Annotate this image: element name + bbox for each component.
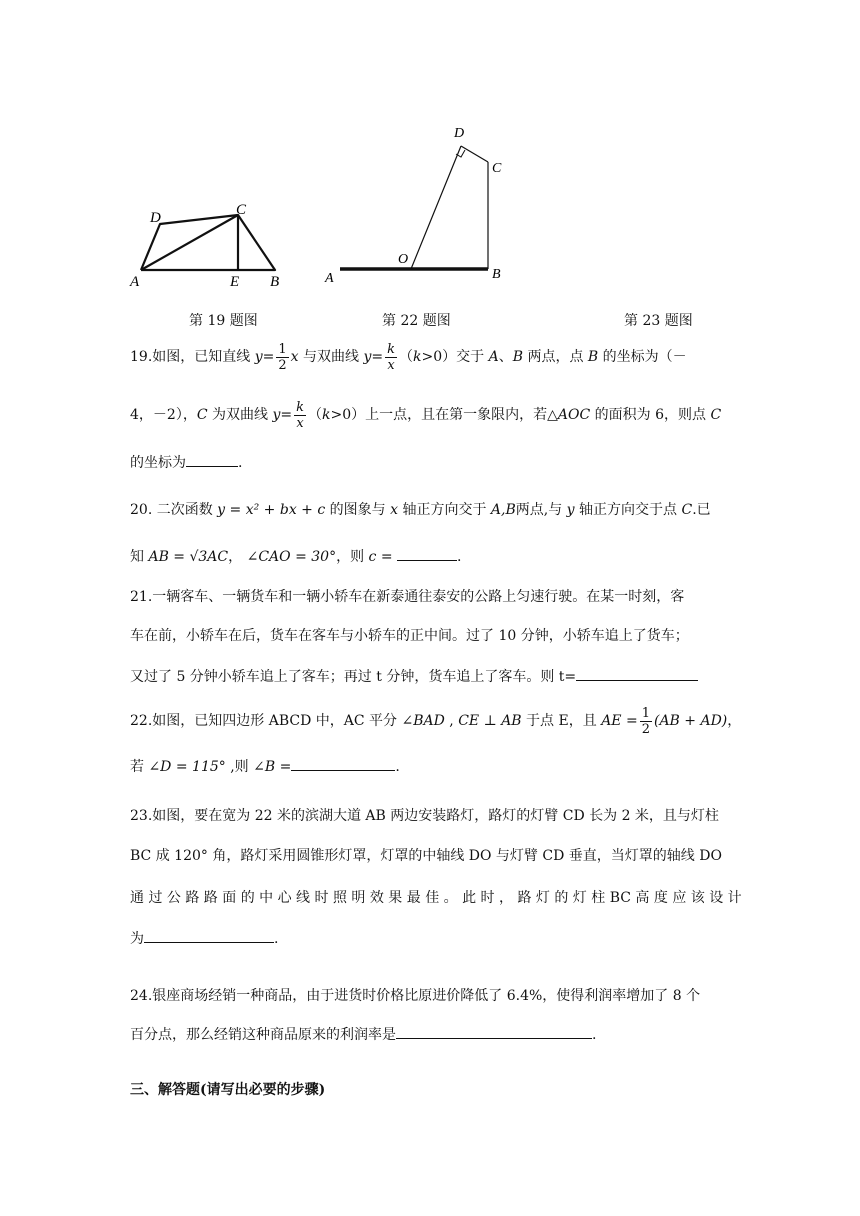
fig22-axis-do (411, 146, 461, 269)
answer-blank (397, 546, 457, 561)
fig19-label-c: C (236, 202, 247, 218)
fig22-label-d: D (454, 126, 465, 141)
answer-blank (396, 1024, 592, 1039)
fig22-label-c: C (492, 161, 502, 176)
q20-line2: 知 AB = √3AC， ∠CAO = 30°，则 c = . (130, 546, 461, 567)
q21-line3: 又过了 5 分钟小轿车追上了客车；再过 t 分钟，货车追上了客车。则 t= (130, 666, 698, 687)
fig19-label-e: E (230, 274, 240, 290)
q22-line1: 22.如图，已知四边形 ABCD 中，AC 平分 ∠BAD , CE ⊥ AB 于点 E，且 AE = $\frac{1}{2}$ (AB + AD)， (130, 705, 742, 737)
q24-line1: 24.银座商场经销一种商品，由于进货时价格比原进价降低了 6.4%，使得利润率增加了 8 个 (130, 988, 701, 1004)
q23-line4: 为 . (130, 928, 278, 949)
fig19-label-b: B (270, 274, 280, 290)
fig22-arm-dc (461, 146, 488, 162)
fig22-label-o: O (398, 252, 409, 267)
figure-19-quadrilateral (128, 200, 288, 290)
q24-line2: 百分点，那么经销这种商品原来的利润率是 . (130, 1024, 596, 1045)
fig22-label-a: A (325, 271, 334, 286)
fig19-outline (141, 215, 275, 270)
q23-line3: 通 过 公 路 路 面 的 中 心 线 时 照 明 效 果 最 佳 。 此 时 ， 路 灯 的 灯 柱 BC 高 度 应 该 设 计 (130, 890, 742, 906)
q23-line1: 23.如图，要在宽为 22 米的滨湖大道 AB 两边安装路灯，路灯的灯臂 CD 长为 2 米，且与灯柱 (130, 808, 719, 824)
answer-blank (291, 756, 395, 771)
fig19-label-d: D (150, 210, 161, 226)
q19-line3: 的坐标为 . (130, 452, 242, 473)
q21-line2: 车在前，小轿车在后，货车在客车与小轿车的正中间。过了 10 分钟，小轿车追上了货车； (130, 628, 689, 644)
figure-22-street-lamp (318, 120, 518, 290)
q19-line1: 19.如图，已知直线 y= $\frac{1}{2}$ x 与双曲线 y= $\frac{k}{x}$ （k>0）交于 A、B 两点，点 B 的坐标为（－ (130, 341, 687, 373)
caption-fig19: 第 19 题图 (189, 313, 258, 329)
caption-fig23: 第 23 题图 (624, 313, 693, 329)
q20-line1: 20. 二次函数 y = x² + bx + c 的图象与 x 轴正方向交于 A,B两点,与 y 轴正方向交于点 C.已 (130, 502, 711, 518)
answer-blank (576, 666, 698, 681)
answer-blank (144, 928, 274, 943)
fig19-label-a: A (130, 274, 140, 290)
q19-line2: 4，－2），C 为双曲线 y= $\frac{k}{x}$ （k>0）上一点，且在第一象限内，若△AOC 的面积为 6，则点 C (130, 399, 722, 431)
q22-line2: 若 ∠D = 115° ,则 ∠B = . (130, 756, 400, 777)
answer-blank (186, 452, 238, 467)
q23-line2: BC 成 120° 角，路灯采用圆锥形灯罩，灯罩的中轴线 DO 与灯臂 CD 垂直，当灯罩的轴线 DO (130, 848, 722, 864)
fig22-label-b: B (492, 267, 501, 282)
section-3-heading: 三、解答题(请写出必要的步骤) (130, 1082, 326, 1098)
caption-fig22: 第 22 题图 (382, 313, 451, 329)
q21-line1: 21.一辆客车、一辆货车和一辆小轿车在新泰通往泰安的公路上匀速行驶。在某一时刻，客 (130, 589, 685, 605)
